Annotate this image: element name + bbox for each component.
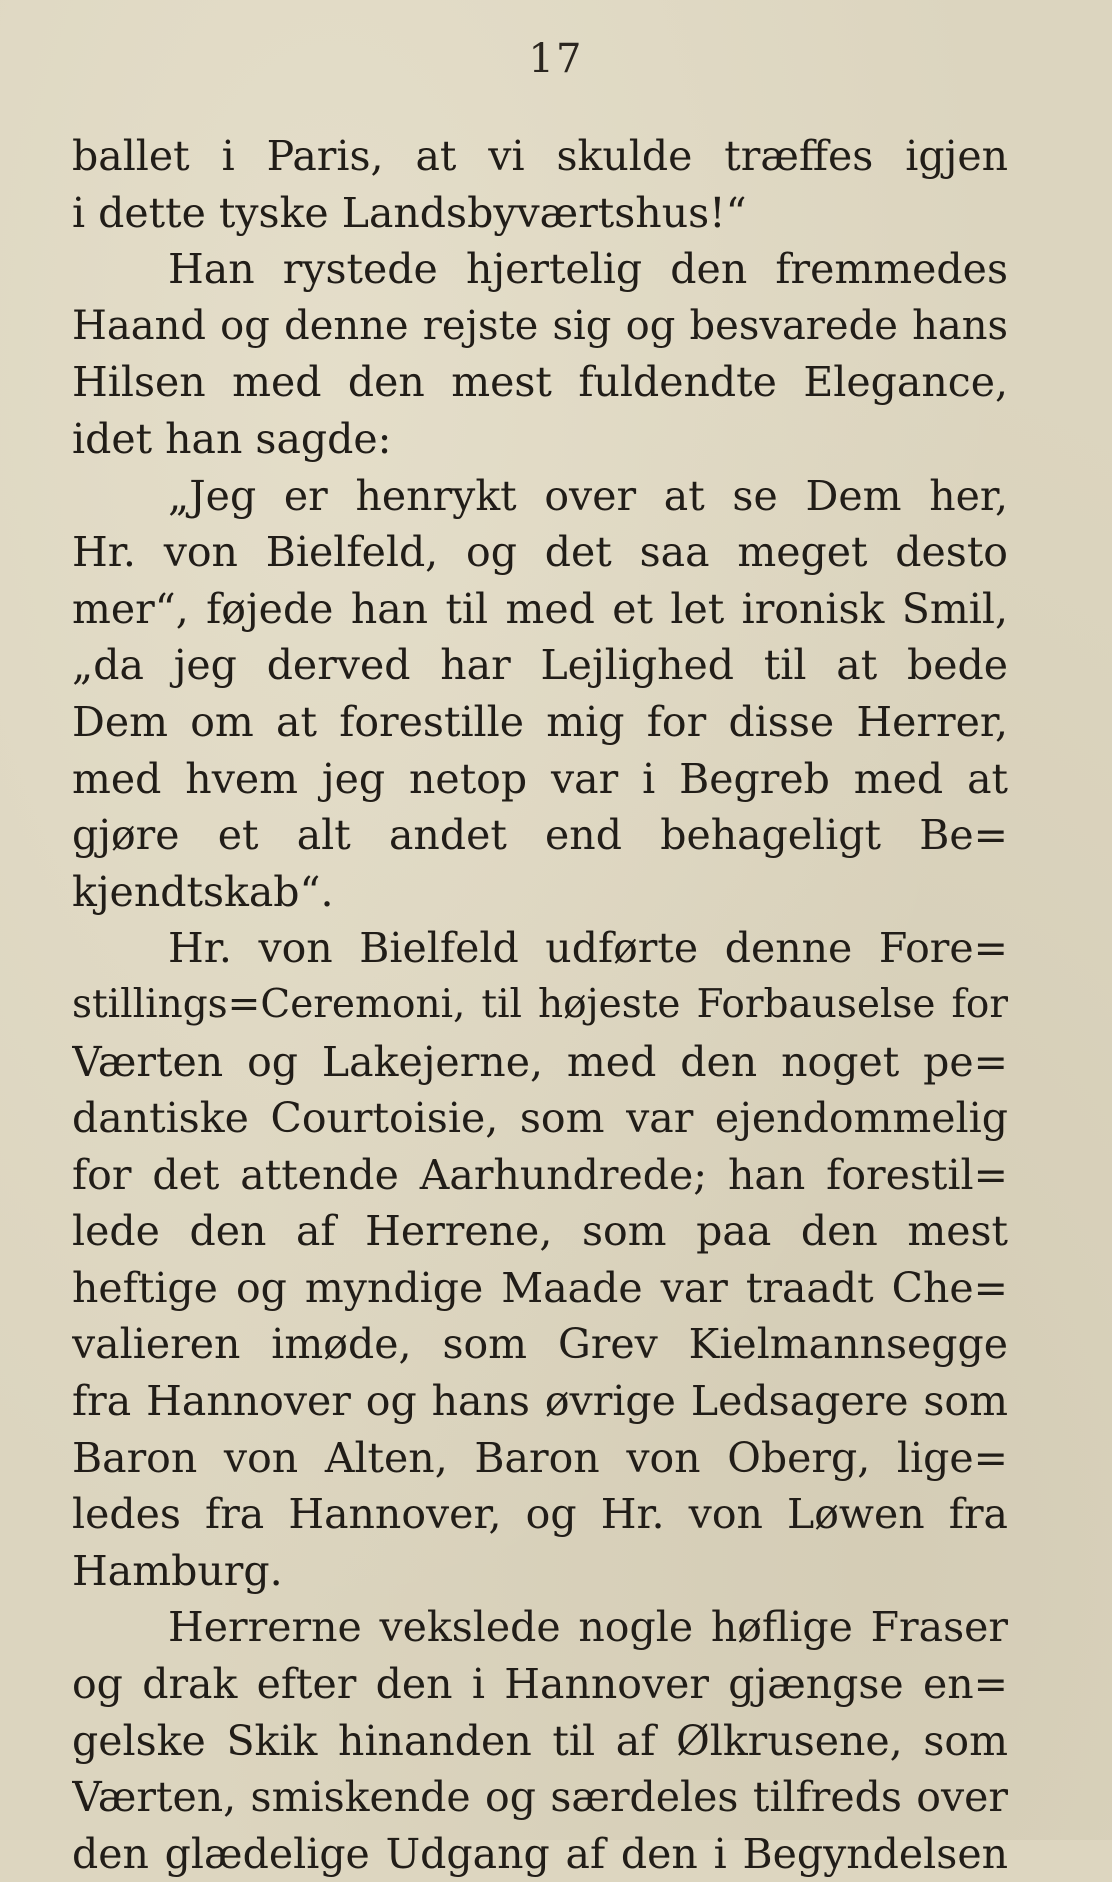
text-line: Dem om at forestille mig for disse Herrer, bbox=[72, 697, 1008, 746]
text-line: Værten, smiskende og særdeles tilfreds over bbox=[72, 1773, 1008, 1822]
text-line: Han rystede hjertelig den fremmedes bbox=[168, 245, 1008, 294]
text-line: mer“, føjede han til med et let ironisk Smil, bbox=[72, 584, 1008, 633]
text-line: Haand og denne rejste sig og besvarede hans bbox=[72, 302, 1008, 349]
page-number: 17 bbox=[528, 36, 584, 82]
text-line: og drak efter den i Hannover gjængse en= bbox=[72, 1660, 1008, 1709]
text-line: Hr. von Bielfeld udførte denne Fore= bbox=[168, 924, 1008, 973]
text-line: for det attende Aarhundrede; han forestil= bbox=[72, 1150, 1008, 1199]
text-line: Hamburg. bbox=[72, 1546, 283, 1595]
text-line: ballet i Paris, at vi skulde træffes igjen bbox=[72, 132, 1008, 180]
text-line: i dette tyske Landsbyværtshus!“ bbox=[72, 188, 747, 237]
text-line: heftige og myndige Maade var traadt Che= bbox=[72, 1263, 1008, 1312]
text-line: gelske Skik hinanden til af Ølkrusene, som bbox=[72, 1716, 1008, 1765]
text-line: idet han sagde: bbox=[72, 414, 392, 463]
text-line: gjøre et alt andet end behageligt Be= bbox=[72, 811, 1008, 860]
text-line: lede den af Herrene, som paa den mest bbox=[72, 1207, 1008, 1256]
text-line: valieren imøde, som Grev Kielmannsegge bbox=[72, 1320, 1008, 1369]
text-line: Baron von Alten, Baron von Oberg, lige= bbox=[72, 1433, 1008, 1482]
text-line: fra Hannover og hans øvrige Ledsagere som bbox=[72, 1377, 1008, 1426]
text-line: dantiske Courtoisie, som var ejendommelig bbox=[72, 1094, 1008, 1143]
text-line: Hilsen med den mest fuldendte Elegance, bbox=[72, 358, 1008, 407]
text-line: kjendtskab“. bbox=[72, 867, 334, 916]
text-line: „da jeg derved har Lejlighed til at bede bbox=[72, 641, 1008, 690]
text-line: Værten og Lakejerne, med den noget pe= bbox=[72, 1037, 1008, 1086]
text-line: med hvem jeg netop var i Begreb med at bbox=[72, 754, 1008, 803]
text-line: den glædelige Udgang af den i Begyndelsen bbox=[72, 1829, 1008, 1878]
text-line: Hr. von Bielfeld, og det saa meget desto bbox=[72, 528, 1008, 577]
body-text bbox=[72, 128, 1008, 1882]
text-line: „Jeg er henrykt over at se Dem her, bbox=[168, 471, 1008, 520]
text-line: Herrerne vekslede nogle høflige Fraser bbox=[168, 1603, 1008, 1652]
text-line: stillings=Ceremoni, til højeste Forbauselse for bbox=[72, 981, 1008, 1027]
text-line: ledes fra Hannover, og Hr. von Løwen fra bbox=[72, 1490, 1008, 1539]
